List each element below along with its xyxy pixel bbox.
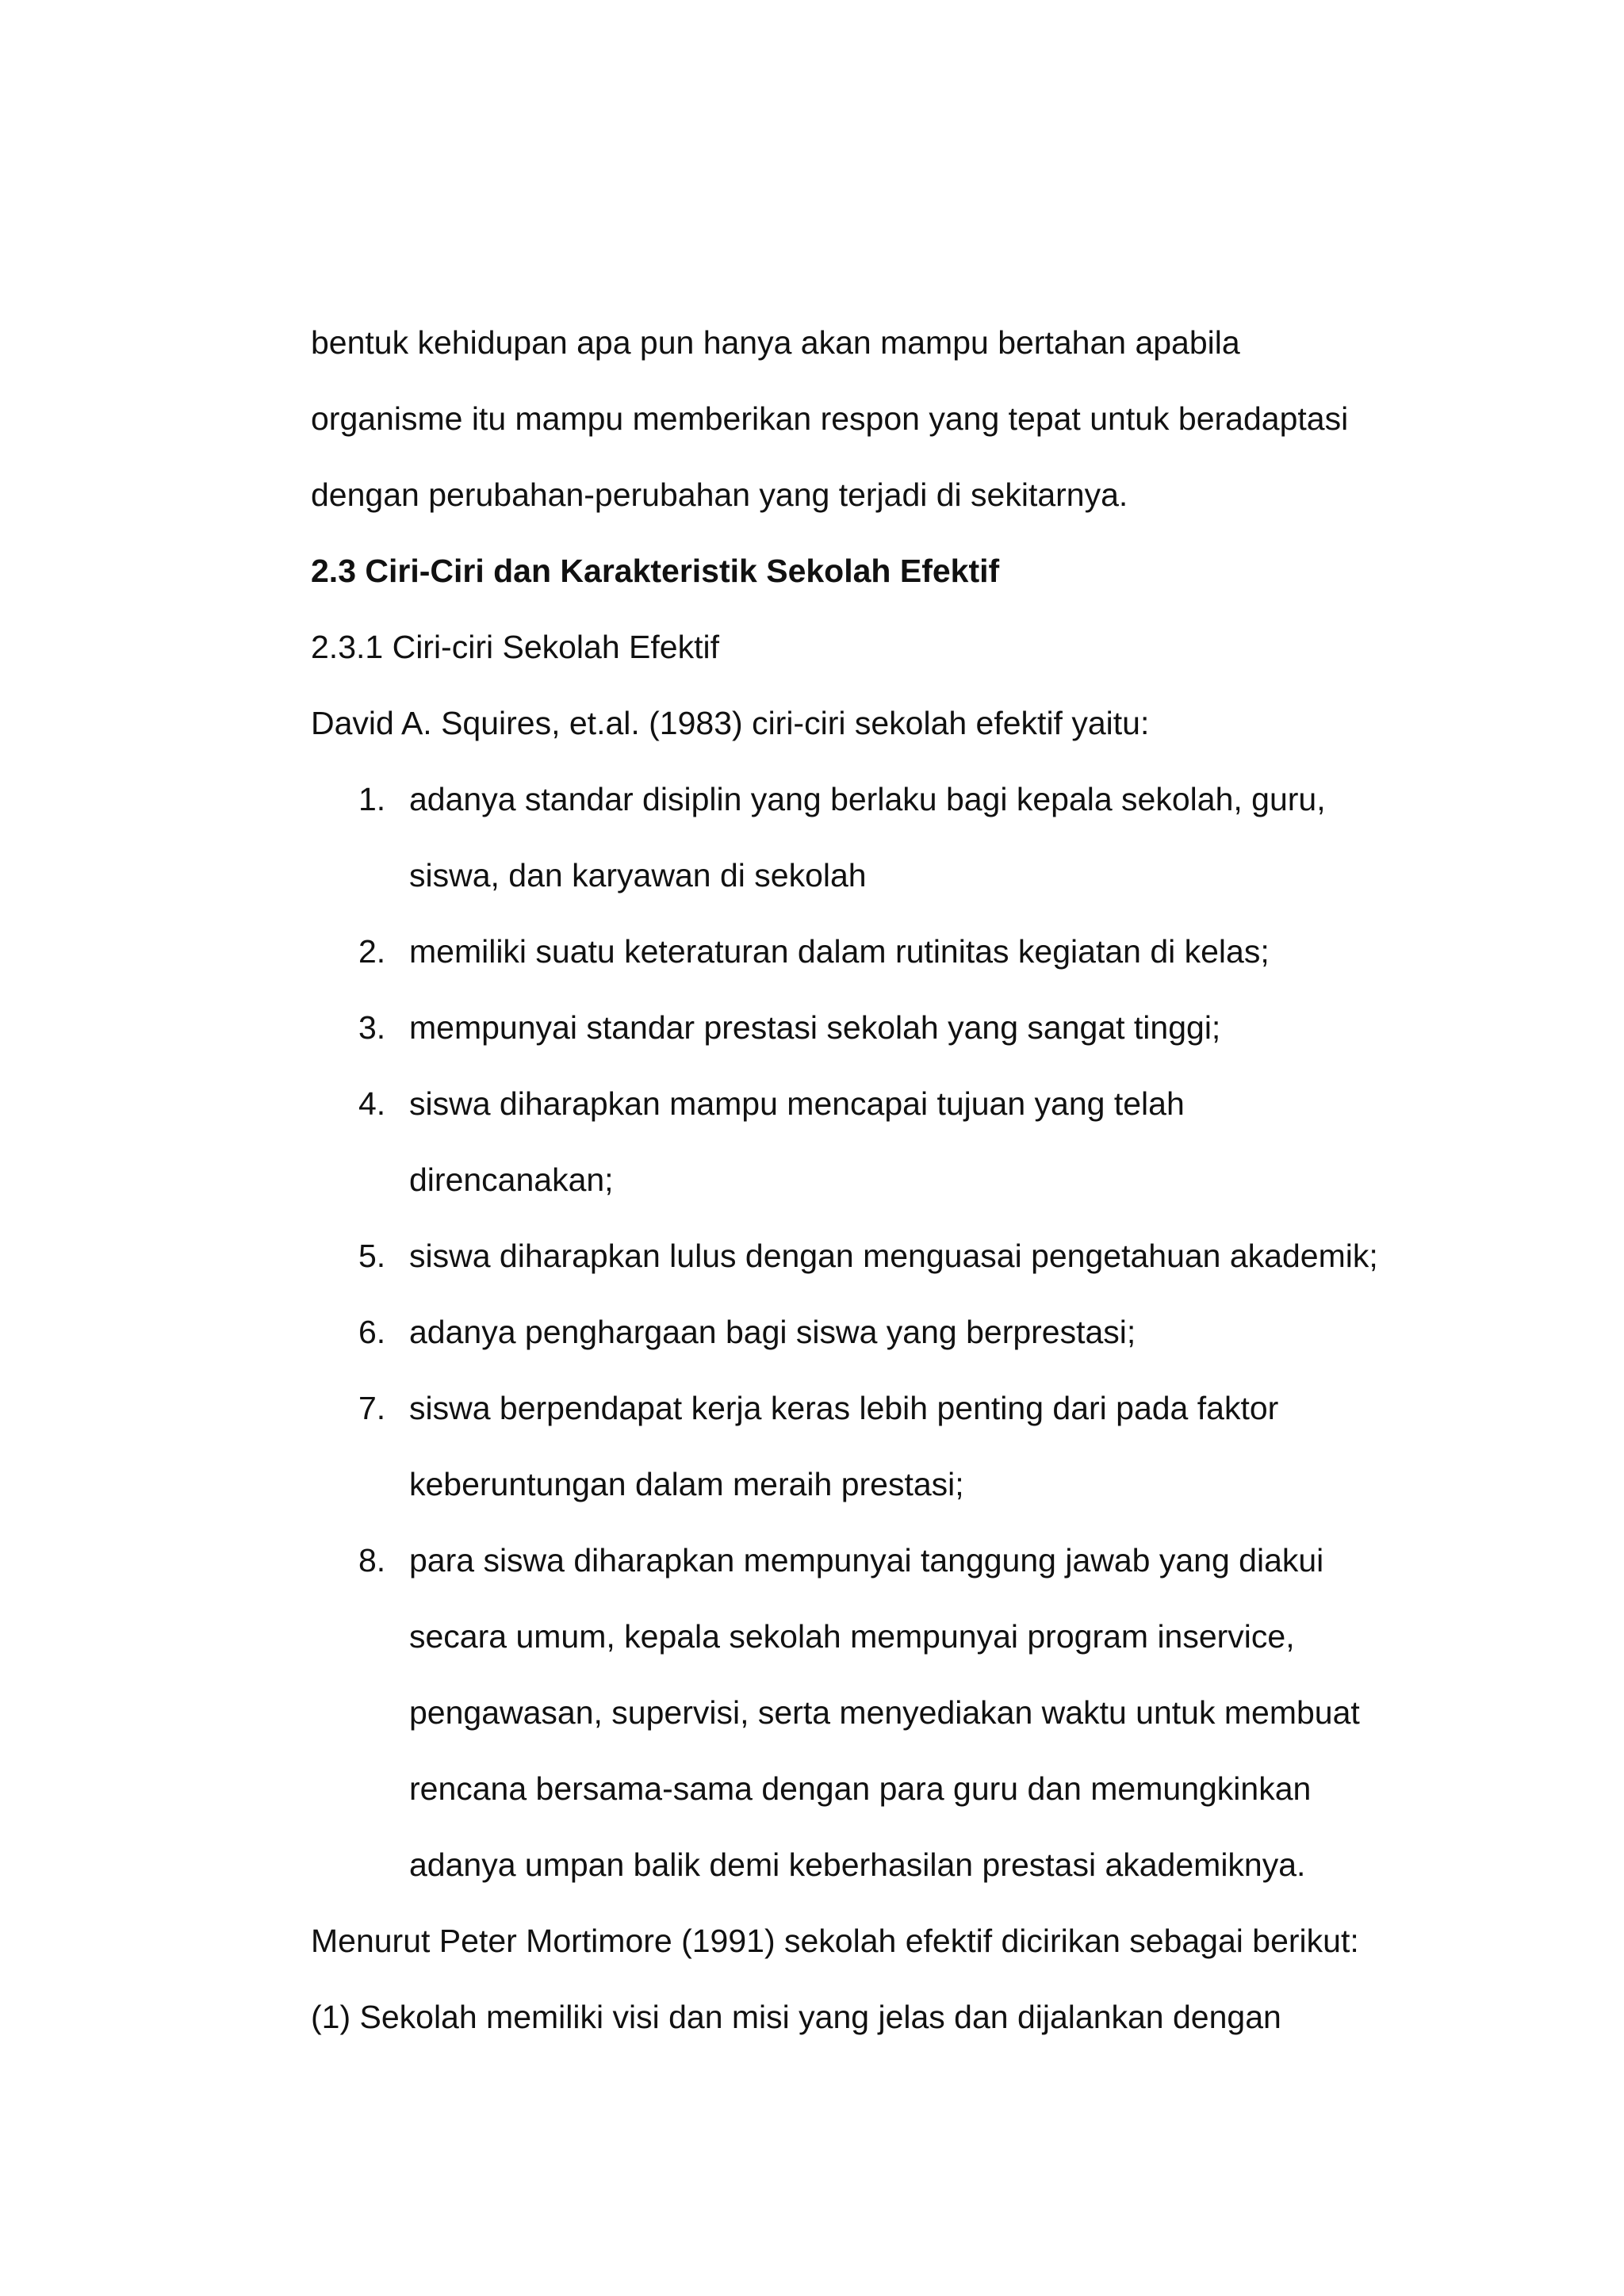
list-item-text (409, 1218, 1400, 1294)
lead-sentence: David A. Squires, et.al. (1983) ciri-ciri sekolah efektif yaitu: (311, 705, 1150, 741)
list-item (311, 1370, 1405, 1522)
closing-line: (1) Sekolah memiliki visi dan misi yang jelas dan dijalankan dengan (311, 1999, 1281, 2035)
closing-paragraph (311, 1903, 1405, 2055)
list-item (311, 1218, 1405, 1294)
list-item (311, 913, 1405, 989)
closing-line: Menurut Peter Mortimore (1991) sekolah efektif dicirikan sebagai berikut: (311, 1923, 1359, 1959)
list-item-text (409, 913, 1400, 989)
list-item-text (409, 761, 1400, 913)
list-item-number: 1. (358, 781, 386, 817)
list-item (311, 1522, 1405, 1903)
intro-paragraph (311, 304, 1405, 533)
list-item-text (409, 1066, 1400, 1218)
list-item-text (409, 1522, 1400, 1903)
subsection-heading: 2.3.1 Ciri-ciri Sekolah Efektif (311, 629, 719, 665)
intro-line: dengan perubahan-perubahan yang terjadi di sekitarnya. (311, 476, 1128, 513)
list-item-line: mempunyai standar prestasi sekolah yang sangat tinggi; (409, 1009, 1221, 1046)
list-item-number: 8. (358, 1542, 386, 1578)
characteristics-list (311, 761, 1405, 1903)
list-item-line: siswa diharapkan mampu mencapai tujuan yang telah (409, 1085, 1185, 1122)
list-item (311, 1294, 1405, 1370)
list-item-number: 7. (358, 1390, 386, 1426)
list-item-line: adanya penghargaan bagi siswa yang berprestasi; (409, 1314, 1136, 1350)
list-item-text (409, 989, 1400, 1066)
intro-line: organisme itu mampu memberikan respon yang tepat untuk beradaptasi (311, 400, 1349, 437)
list-item-line: siswa diharapkan lulus dengan menguasai pengetahuan akademik; (409, 1238, 1378, 1274)
list-item (311, 1066, 1405, 1218)
list-item-number: 4. (358, 1085, 386, 1122)
list-item-number: 2. (358, 933, 386, 970)
list-item-text (409, 1370, 1400, 1522)
list-item-line: adanya umpan balik demi keberhasilan prestasi akademiknya. (409, 1846, 1306, 1883)
list-item-number: 6. (358, 1314, 386, 1350)
intro-line: bentuk kehidupan apa pun hanya akan mampu bertahan apabila (311, 324, 1240, 361)
list-item-line: siswa berpendapat kerja keras lebih penting dari pada faktor (409, 1390, 1279, 1426)
list-item-line: secara umum, kepala sekolah mempunyai program inservice, (409, 1618, 1295, 1655)
list-item-line: keberuntungan dalam meraih prestasi; (409, 1466, 964, 1502)
section-heading: 2.3 Ciri-Ciri dan Karakteristik Sekolah Efektif (311, 553, 1000, 589)
list-item-line: pengawasan, supervisi, serta menyediakan waktu untuk membuat (409, 1694, 1360, 1731)
list-item-text (409, 1294, 1400, 1370)
list-item (311, 761, 1405, 913)
list-item-line: para siswa diharapkan mempunyai tanggung jawab yang diakui (409, 1542, 1324, 1578)
list-item-line: siswa, dan karyawan di sekolah (409, 857, 867, 894)
list-item-line: adanya standar disiplin yang berlaku bagi kepala sekolah, guru, (409, 781, 1326, 817)
list-item-line: direncanakan; (409, 1161, 614, 1198)
list-item-number: 5. (358, 1238, 386, 1274)
document-body (311, 304, 1405, 2055)
list-item-line: rencana bersama-sama dengan para guru dan memungkinkan (409, 1770, 1312, 1807)
list-item-line: memiliki suatu keteraturan dalam rutinitas kegiatan di kelas; (409, 933, 1270, 970)
list-item-number: 3. (358, 1009, 386, 1046)
list-item (311, 989, 1405, 1066)
